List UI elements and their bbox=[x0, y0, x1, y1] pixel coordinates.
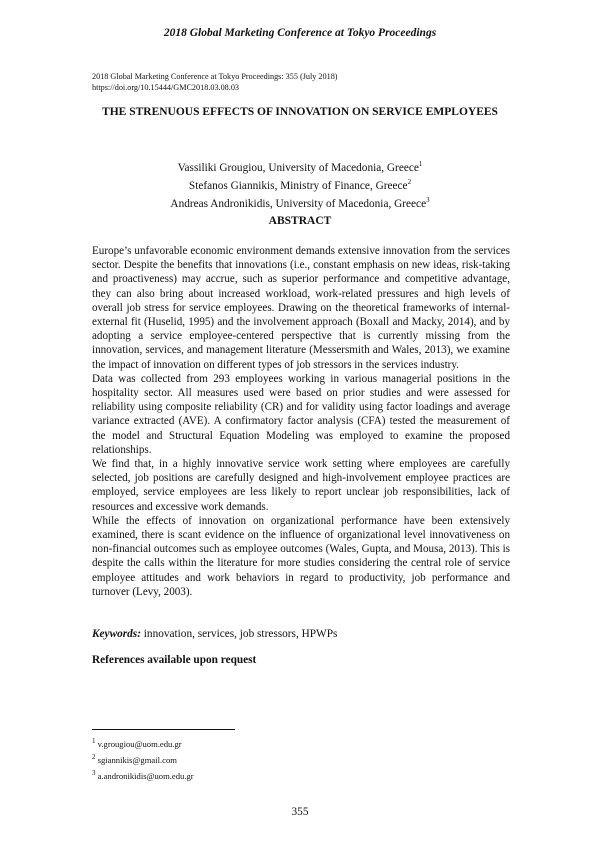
footnote-divider bbox=[92, 729, 235, 730]
footnote bbox=[92, 735, 392, 751]
footnote-mark: 3 bbox=[426, 195, 430, 204]
abstract-body bbox=[92, 244, 510, 599]
author-name: Andreas Andronikidis, University of Macedonia, Greece bbox=[170, 197, 427, 210]
author-name: Vassiliki Grougiou, University of Macedonia, Greece bbox=[177, 161, 419, 174]
abstract-paragraph: We find that, in a highly innovative service work setting where employees are carefully selected, job positions are carefully designed and high-involvement employee practices are employed, service employees are less likely to report unclear job responsibilities, lack of resources and excessive work demands. bbox=[92, 458, 510, 513]
keywords-label: Keywords: bbox=[92, 628, 141, 640]
doi-line: https://doi.org/10.15444/GMC2018.03.08.03 bbox=[92, 83, 240, 92]
footnotes bbox=[92, 735, 392, 783]
footnote-mark: 1 bbox=[418, 160, 423, 168]
footnote-email: a.andronikidis@uom.edu.gr bbox=[95, 770, 194, 781]
running-head: 2018 Global Marketing Conference at Tokyo Proceedings bbox=[163, 27, 437, 39]
abstract-heading: ABSTRACT bbox=[268, 215, 332, 227]
footnote-email: sgiannikis@gmail.com bbox=[95, 754, 177, 765]
abstract-paragraph: While the effects of innovation on organizational performance have been extensively examined, there is scant evidence on the influence of organizational level innovativeness on non-financial outcomes such as employee outcomes (Wales, Gupta, and Mousa, 2013). This is despite the calls within the literature for more studies considering the central role of service employee attitudes and work behaviors in regard to productivity, job performance and turnover (Levy, 2003). bbox=[92, 514, 510, 598]
footnote-mark: 3 bbox=[92, 769, 96, 778]
page-number: 355 bbox=[291, 806, 309, 818]
citation-line: 2018 Global Marketing Conference at Tokyo Proceedings: 355 (July 2018) bbox=[92, 72, 338, 81]
citation-block bbox=[92, 71, 512, 93]
keywords-line bbox=[92, 628, 512, 640]
author-line bbox=[0, 193, 600, 211]
footnote-mark: 1 bbox=[92, 737, 96, 745]
references-note: References available upon request bbox=[92, 654, 257, 666]
keywords-value: innovation, services, job stressors, HPWPs bbox=[140, 628, 338, 640]
author-line bbox=[0, 157, 600, 175]
abstract-paragraph: Europe’s unfavorable economic environment demands extensive innovation from the services sector. Despite the benefits that innovations (i.e., constant emphasis on new ideas, risk-taking and proactiveness) may accrue, such as superior performance and competitive advantage, they can also bring about increased workload, work-related pressures and high levels of overall job stress for service employees. Drawing on the theoretical frameworks of internal-external fit (Huselid, 1995) and the involvement approach (Boxall and Macky, 2014), and by adopting a service employee-centered perspective that is currently missing from the innovation, services, and management literature (Messersmith and Wales, 2013), we examine the impact of innovation on different types of job stressors in the services industry. bbox=[92, 245, 510, 371]
author-line bbox=[0, 175, 600, 193]
paper-title: THE STRENUOUS EFFECTS OF INNOVATION ON SERVICE EMPLOYEES bbox=[102, 106, 498, 118]
footnote bbox=[92, 751, 392, 767]
footnote-mark: 2 bbox=[407, 177, 412, 186]
footnote bbox=[92, 767, 392, 783]
footnote-email: v.grougiou@uom.edu.gr bbox=[95, 738, 182, 749]
abstract-paragraph: Data was collected from 293 employees working in various managerial positions in the hospitality sector. All measures used were based on prior studies and were assessed for reliability using composite reliability (CR) and for validity using factor loadings and average variance extracted (AVE). A confirmatory factor analysis (CFA) tested the measurement of the model and Structural Equation Modeling was employed to examine the proposed relationships. bbox=[92, 372, 510, 456]
author-name: Stefanos Giannikis, Ministry of Finance, Greece bbox=[188, 179, 408, 192]
author-list bbox=[0, 157, 600, 211]
footnote-mark: 2 bbox=[92, 753, 96, 762]
